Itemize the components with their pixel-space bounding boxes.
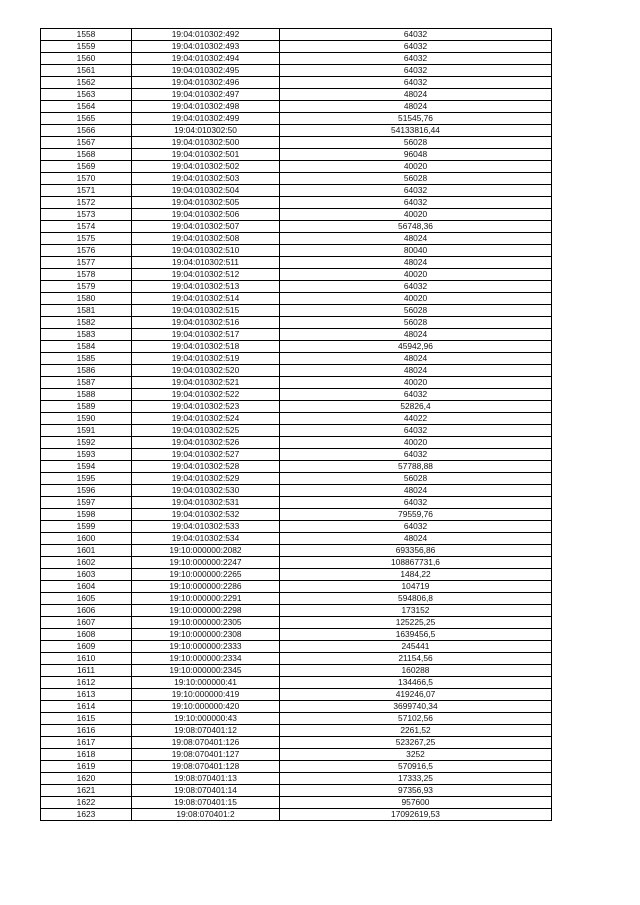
row-number-cell: 1558 (41, 29, 132, 41)
value-cell: 64032 (280, 425, 552, 437)
table-row (41, 593, 552, 605)
cadastral-number-cell: 19:04:010302:518 (132, 341, 280, 353)
row-number-cell: 1623 (41, 809, 132, 821)
table-row (41, 605, 552, 617)
value-cell: 2261,52 (280, 725, 552, 737)
row-number-cell: 1575 (41, 233, 132, 245)
row-number-cell: 1602 (41, 557, 132, 569)
row-number-cell: 1569 (41, 161, 132, 173)
table-row (41, 137, 552, 149)
table-row (41, 725, 552, 737)
value-cell: 40020 (280, 269, 552, 281)
row-number-cell: 1621 (41, 785, 132, 797)
cadastral-number-cell: 19:04:010302:505 (132, 197, 280, 209)
value-cell: 245441 (280, 641, 552, 653)
cadastral-number-cell: 19:04:010302:495 (132, 65, 280, 77)
row-number-cell: 1559 (41, 41, 132, 53)
cadastral-number-cell: 19:04:010302:526 (132, 437, 280, 449)
value-cell: 51545,76 (280, 113, 552, 125)
table-row (41, 473, 552, 485)
value-cell: 45942,96 (280, 341, 552, 353)
cadastral-number-cell: 19:10:000000:2265 (132, 569, 280, 581)
value-cell: 523267,25 (280, 737, 552, 749)
table-row (41, 749, 552, 761)
value-cell: 1484,22 (280, 569, 552, 581)
cadastral-number-cell: 19:04:010302:516 (132, 317, 280, 329)
row-number-cell: 1578 (41, 269, 132, 281)
table-row (41, 425, 552, 437)
value-cell: 48024 (280, 485, 552, 497)
row-number-cell: 1598 (41, 509, 132, 521)
value-cell: 570916,5 (280, 761, 552, 773)
cadastral-number-cell: 19:04:010302:522 (132, 389, 280, 401)
row-number-cell: 1577 (41, 257, 132, 269)
cadastral-number-cell: 19:04:010302:512 (132, 269, 280, 281)
table-row (41, 41, 552, 53)
table-row (41, 329, 552, 341)
table-row (41, 641, 552, 653)
cadastral-number-cell: 19:04:010302:527 (132, 449, 280, 461)
cadastral-number-cell: 19:04:010302:523 (132, 401, 280, 413)
row-number-cell: 1615 (41, 713, 132, 725)
cadastral-number-cell: 19:10:000000:2345 (132, 665, 280, 677)
table-row (41, 101, 552, 113)
value-cell: 57788,88 (280, 461, 552, 473)
table-row (41, 149, 552, 161)
cadastral-number-cell: 19:04:010302:517 (132, 329, 280, 341)
table-row (41, 89, 552, 101)
row-number-cell: 1564 (41, 101, 132, 113)
table-row (41, 65, 552, 77)
table-row (41, 113, 552, 125)
value-cell: 97356,93 (280, 785, 552, 797)
table-row (41, 389, 552, 401)
table-row (41, 173, 552, 185)
cadastral-number-cell: 19:04:010302:520 (132, 365, 280, 377)
row-number-cell: 1583 (41, 329, 132, 341)
row-number-cell: 1576 (41, 245, 132, 257)
value-cell: 3252 (280, 749, 552, 761)
cadastral-number-cell: 19:04:010302:496 (132, 77, 280, 89)
value-cell: 40020 (280, 161, 552, 173)
value-cell: 40020 (280, 377, 552, 389)
table-row (41, 305, 552, 317)
cadastral-number-cell: 19:04:010302:511 (132, 257, 280, 269)
row-number-cell: 1562 (41, 77, 132, 89)
table-row (41, 233, 552, 245)
table-row (41, 209, 552, 221)
value-cell: 48024 (280, 233, 552, 245)
table-row (41, 53, 552, 65)
table-row (41, 245, 552, 257)
value-cell: 17092619,53 (280, 809, 552, 821)
cadastral-number-cell: 19:10:000000:2082 (132, 545, 280, 557)
value-cell: 104719 (280, 581, 552, 593)
row-number-cell: 1585 (41, 353, 132, 365)
value-cell: 64032 (280, 65, 552, 77)
value-cell: 173152 (280, 605, 552, 617)
row-number-cell: 1568 (41, 149, 132, 161)
value-cell: 56028 (280, 317, 552, 329)
cadastral-number-cell: 19:08:070401:126 (132, 737, 280, 749)
value-cell: 693356,86 (280, 545, 552, 557)
row-number-cell: 1597 (41, 497, 132, 509)
row-number-cell: 1571 (41, 185, 132, 197)
value-cell: 64032 (280, 521, 552, 533)
cadastral-number-cell: 19:04:010302:499 (132, 113, 280, 125)
row-number-cell: 1618 (41, 749, 132, 761)
cadastral-number-cell: 19:10:000000:2334 (132, 653, 280, 665)
value-cell: 160288 (280, 665, 552, 677)
cadastral-number-cell: 19:08:070401:2 (132, 809, 280, 821)
value-cell: 44022 (280, 413, 552, 425)
table-row (41, 797, 552, 809)
value-cell: 56028 (280, 173, 552, 185)
row-number-cell: 1600 (41, 533, 132, 545)
row-number-cell: 1607 (41, 617, 132, 629)
value-cell: 79559,76 (280, 509, 552, 521)
value-cell: 21154,56 (280, 653, 552, 665)
cadastral-number-cell: 19:04:010302:528 (132, 461, 280, 473)
value-cell: 48024 (280, 353, 552, 365)
cadastral-number-cell: 19:04:010302:519 (132, 353, 280, 365)
cadastral-number-cell: 19:04:010302:494 (132, 53, 280, 65)
value-cell: 64032 (280, 197, 552, 209)
row-number-cell: 1610 (41, 653, 132, 665)
cadastral-number-cell: 19:10:000000:419 (132, 689, 280, 701)
cadastral-number-cell: 19:04:010302:493 (132, 41, 280, 53)
value-cell: 48024 (280, 257, 552, 269)
value-cell: 48024 (280, 101, 552, 113)
table-row (41, 689, 552, 701)
value-cell: 108867731,6 (280, 557, 552, 569)
value-cell: 57102,56 (280, 713, 552, 725)
row-number-cell: 1563 (41, 89, 132, 101)
value-cell: 419246,07 (280, 689, 552, 701)
table-row (41, 377, 552, 389)
row-number-cell: 1579 (41, 281, 132, 293)
cadastral-number-cell: 19:10:000000:2286 (132, 581, 280, 593)
row-number-cell: 1606 (41, 605, 132, 617)
row-number-cell: 1608 (41, 629, 132, 641)
value-cell: 125225,25 (280, 617, 552, 629)
table-row (41, 197, 552, 209)
cadastral-number-cell: 19:10:000000:2298 (132, 605, 280, 617)
table-row (41, 581, 552, 593)
table-row (41, 557, 552, 569)
table-row (41, 761, 552, 773)
table-row (41, 485, 552, 497)
cadastral-number-cell: 19:04:010302:524 (132, 413, 280, 425)
value-cell: 17333,25 (280, 773, 552, 785)
value-cell: 64032 (280, 389, 552, 401)
cadastral-number-cell: 19:04:010302:510 (132, 245, 280, 257)
cadastral-number-cell: 19:04:010302:501 (132, 149, 280, 161)
row-number-cell: 1582 (41, 317, 132, 329)
value-cell: 64032 (280, 497, 552, 509)
value-cell: 64032 (280, 29, 552, 41)
value-cell: 64032 (280, 53, 552, 65)
table-row (41, 713, 552, 725)
row-number-cell: 1595 (41, 473, 132, 485)
table-body (41, 29, 552, 821)
document-page (40, 28, 551, 821)
row-number-cell: 1560 (41, 53, 132, 65)
row-number-cell: 1616 (41, 725, 132, 737)
cadastral-number-cell: 19:04:010302:515 (132, 305, 280, 317)
row-number-cell: 1605 (41, 593, 132, 605)
cadastral-number-cell: 19:08:070401:128 (132, 761, 280, 773)
value-cell: 48024 (280, 89, 552, 101)
value-cell: 52826,4 (280, 401, 552, 413)
row-number-cell: 1584 (41, 341, 132, 353)
row-number-cell: 1603 (41, 569, 132, 581)
row-number-cell: 1592 (41, 437, 132, 449)
value-cell: 40020 (280, 437, 552, 449)
cadastral-value-table (40, 28, 552, 821)
table-row (41, 653, 552, 665)
table-row (41, 269, 552, 281)
row-number-cell: 1617 (41, 737, 132, 749)
row-number-cell: 1574 (41, 221, 132, 233)
table-row (41, 125, 552, 137)
cadastral-number-cell: 19:10:000000:41 (132, 677, 280, 689)
row-number-cell: 1590 (41, 413, 132, 425)
table-row (41, 77, 552, 89)
table-row (41, 665, 552, 677)
value-cell: 64032 (280, 185, 552, 197)
row-number-cell: 1591 (41, 425, 132, 437)
row-number-cell: 1588 (41, 389, 132, 401)
value-cell: 54133816,44 (280, 125, 552, 137)
row-number-cell: 1589 (41, 401, 132, 413)
cadastral-number-cell: 19:04:010302:498 (132, 101, 280, 113)
cadastral-number-cell: 19:08:070401:127 (132, 749, 280, 761)
value-cell: 957600 (280, 797, 552, 809)
table-row (41, 401, 552, 413)
value-cell: 56028 (280, 473, 552, 485)
cadastral-number-cell: 19:10:000000:420 (132, 701, 280, 713)
row-number-cell: 1609 (41, 641, 132, 653)
cadastral-number-cell: 19:04:010302:513 (132, 281, 280, 293)
cadastral-number-cell: 19:04:010302:534 (132, 533, 280, 545)
row-number-cell: 1599 (41, 521, 132, 533)
cadastral-number-cell: 19:04:010302:525 (132, 425, 280, 437)
cadastral-number-cell: 19:10:000000:2247 (132, 557, 280, 569)
table-row (41, 617, 552, 629)
row-number-cell: 1613 (41, 689, 132, 701)
row-number-cell: 1573 (41, 209, 132, 221)
row-number-cell: 1619 (41, 761, 132, 773)
value-cell: 134466,5 (280, 677, 552, 689)
table-row (41, 785, 552, 797)
cadastral-number-cell: 19:04:010302:529 (132, 473, 280, 485)
value-cell: 56028 (280, 305, 552, 317)
row-number-cell: 1593 (41, 449, 132, 461)
cadastral-number-cell: 19:04:010302:507 (132, 221, 280, 233)
row-number-cell: 1594 (41, 461, 132, 473)
row-number-cell: 1611 (41, 665, 132, 677)
row-number-cell: 1580 (41, 293, 132, 305)
cadastral-number-cell: 19:04:010302:500 (132, 137, 280, 149)
table-row (41, 509, 552, 521)
cadastral-number-cell: 19:10:000000:2333 (132, 641, 280, 653)
table-row (41, 497, 552, 509)
table-row (41, 449, 552, 461)
table-row (41, 341, 552, 353)
value-cell: 1639456,5 (280, 629, 552, 641)
row-number-cell: 1601 (41, 545, 132, 557)
value-cell: 56028 (280, 137, 552, 149)
cadastral-number-cell: 19:04:010302:503 (132, 173, 280, 185)
cadastral-number-cell: 19:04:010302:506 (132, 209, 280, 221)
table-row (41, 809, 552, 821)
table-row (41, 533, 552, 545)
cadastral-number-cell: 19:08:070401:14 (132, 785, 280, 797)
value-cell: 48024 (280, 365, 552, 377)
cadastral-number-cell: 19:04:010302:533 (132, 521, 280, 533)
table-row (41, 521, 552, 533)
value-cell: 40020 (280, 293, 552, 305)
row-number-cell: 1565 (41, 113, 132, 125)
value-cell: 3699740,34 (280, 701, 552, 713)
cadastral-number-cell: 19:04:010302:50 (132, 125, 280, 137)
value-cell: 64032 (280, 281, 552, 293)
table-row (41, 569, 552, 581)
value-cell: 64032 (280, 41, 552, 53)
table-row (41, 221, 552, 233)
value-cell: 96048 (280, 149, 552, 161)
row-number-cell: 1570 (41, 173, 132, 185)
row-number-cell: 1561 (41, 65, 132, 77)
cadastral-number-cell: 19:08:070401:13 (132, 773, 280, 785)
row-number-cell: 1587 (41, 377, 132, 389)
row-number-cell: 1566 (41, 125, 132, 137)
row-number-cell: 1586 (41, 365, 132, 377)
table-row (41, 773, 552, 785)
table-row (41, 293, 552, 305)
cadastral-number-cell: 19:08:070401:12 (132, 725, 280, 737)
table-row (41, 29, 552, 41)
value-cell: 594806,8 (280, 593, 552, 605)
value-cell: 56748,36 (280, 221, 552, 233)
row-number-cell: 1622 (41, 797, 132, 809)
row-number-cell: 1596 (41, 485, 132, 497)
row-number-cell: 1612 (41, 677, 132, 689)
table-row (41, 701, 552, 713)
row-number-cell: 1567 (41, 137, 132, 149)
table-row (41, 737, 552, 749)
table-row (41, 317, 552, 329)
row-number-cell: 1604 (41, 581, 132, 593)
value-cell: 48024 (280, 329, 552, 341)
table-row (41, 185, 552, 197)
value-cell: 40020 (280, 209, 552, 221)
table-row (41, 545, 552, 557)
cadastral-number-cell: 19:10:000000:2291 (132, 593, 280, 605)
table-row (41, 365, 552, 377)
cadastral-number-cell: 19:04:010302:502 (132, 161, 280, 173)
cadastral-number-cell: 19:10:000000:2305 (132, 617, 280, 629)
value-cell: 64032 (280, 449, 552, 461)
cadastral-number-cell: 19:04:010302:504 (132, 185, 280, 197)
table-row (41, 413, 552, 425)
value-cell: 64032 (280, 77, 552, 89)
cadastral-number-cell: 19:10:000000:43 (132, 713, 280, 725)
row-number-cell: 1620 (41, 773, 132, 785)
cadastral-number-cell: 19:04:010302:530 (132, 485, 280, 497)
table-row (41, 281, 552, 293)
cadastral-number-cell: 19:08:070401:15 (132, 797, 280, 809)
cadastral-number-cell: 19:10:000000:2308 (132, 629, 280, 641)
cadastral-number-cell: 19:04:010302:514 (132, 293, 280, 305)
row-number-cell: 1614 (41, 701, 132, 713)
table-row (41, 437, 552, 449)
value-cell: 80040 (280, 245, 552, 257)
cadastral-number-cell: 19:04:010302:508 (132, 233, 280, 245)
table-row (41, 461, 552, 473)
cadastral-number-cell: 19:04:010302:497 (132, 89, 280, 101)
value-cell: 48024 (280, 533, 552, 545)
cadastral-number-cell: 19:04:010302:521 (132, 377, 280, 389)
table-row (41, 629, 552, 641)
table-row (41, 677, 552, 689)
row-number-cell: 1581 (41, 305, 132, 317)
cadastral-number-cell: 19:04:010302:492 (132, 29, 280, 41)
row-number-cell: 1572 (41, 197, 132, 209)
table-row (41, 353, 552, 365)
table-row (41, 161, 552, 173)
cadastral-number-cell: 19:04:010302:532 (132, 509, 280, 521)
table-row (41, 257, 552, 269)
cadastral-number-cell: 19:04:010302:531 (132, 497, 280, 509)
